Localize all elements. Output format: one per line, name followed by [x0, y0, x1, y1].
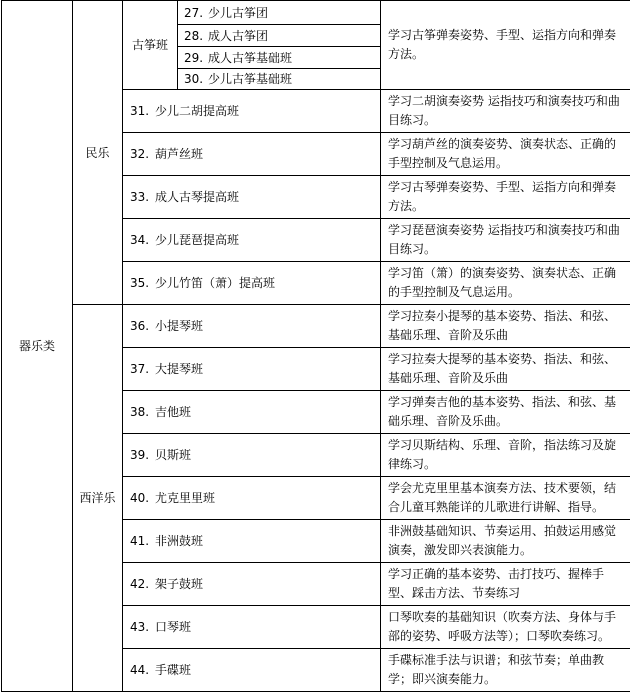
course-name-cell — [123, 90, 381, 133]
class-cell — [178, 25, 381, 47]
course-table — [1, 0, 630, 692]
class-number: 29. — [184, 49, 208, 67]
course-number: 33. — [130, 188, 155, 206]
course-description: 学习拉奏大提琴的基本姿势、指法、和弦、基础乐理、音阶及乐曲 — [381, 348, 630, 391]
table-row — [2, 1, 630, 25]
course-name-cell — [123, 563, 381, 606]
course-description: 学会尤克里里基本演奏方法、技术要领，结合儿童耳熟能详的儿歌进行讲解、指导。 — [381, 477, 630, 520]
course-name: 成人古琴提高班 — [155, 190, 239, 204]
group-cell-xiyangyue: 西洋乐 — [73, 305, 123, 692]
course-number: 35. — [130, 274, 155, 292]
course-number: 43. — [130, 618, 155, 636]
course-name: 葫芦丝班 — [155, 147, 203, 161]
course-number: 41. — [130, 532, 155, 550]
class-number: 28. — [184, 27, 208, 45]
course-name-cell — [123, 391, 381, 434]
course-name: 大提琴班 — [155, 362, 203, 376]
course-number: 31. — [130, 102, 155, 120]
course-number: 42. — [130, 575, 155, 593]
table-row — [2, 305, 630, 348]
course-name: 尤克里里班 — [155, 491, 215, 505]
course-name: 贝斯班 — [155, 448, 191, 462]
course-description: 学习古筝弹奏姿势、手型、运指方向和弹奏方法。 — [381, 1, 630, 90]
course-number: 38. — [130, 403, 155, 421]
course-description: 非洲鼓基础知识、节奏运用、拍鼓运用感觉演奏，激发即兴表演能力。 — [381, 520, 630, 563]
course-name: 少儿琵琶提高班 — [155, 233, 239, 247]
class-cell — [178, 47, 381, 69]
course-number: 39. — [130, 446, 155, 464]
course-name: 架子鼓班 — [155, 577, 203, 591]
course-description: 口琴吹奏的基础知识（吹奏方法、身体与手部的姿势、呼吸方法等）；口琴吹奏练习。 — [381, 606, 630, 649]
group-cell-minyue: 民乐 — [73, 1, 123, 305]
course-description: 学习二胡演奏姿势 运指技巧和演奏技巧和曲目练习。 — [381, 90, 630, 133]
course-number: 34. — [130, 231, 155, 249]
course-name-cell — [123, 305, 381, 348]
class-number: 30. — [184, 70, 208, 88]
course-name-cell — [123, 520, 381, 563]
course-name: 少儿竹笛（萧）提高班 — [155, 276, 275, 290]
course-name-cell — [123, 262, 381, 305]
class-name: 少儿古筝基础班 — [208, 72, 292, 86]
course-number: 36. — [130, 317, 155, 335]
class-cell — [178, 69, 381, 90]
course-name-cell — [123, 219, 381, 262]
course-description: 学习古琴弹奏姿势、手型、运指方向和弹奏方法。 — [381, 176, 630, 219]
course-description: 学习正确的基本姿势、击打技巧、握棒手型、踩击方法、节奏练习 — [381, 563, 630, 606]
course-description: 学习葫芦丝的演奏姿势、演奏状态、正确的手型控制及气息运用。 — [381, 133, 630, 176]
course-number: 32. — [130, 145, 155, 163]
class-name: 少儿古筝团 — [208, 6, 268, 20]
course-description: 学习贝斯结构、乐理、音阶，指法练习及旋律练习。 — [381, 434, 630, 477]
course-name-cell — [123, 606, 381, 649]
course-description: 学习拉奏小提琴的基本姿势、指法、和弦、基础乐理、音阶及乐曲 — [381, 305, 630, 348]
course-name-cell — [123, 477, 381, 520]
class-name: 成人古筝基础班 — [208, 51, 292, 65]
course-name: 非洲鼓班 — [155, 534, 203, 548]
course-name: 吉他班 — [155, 405, 191, 419]
class-cell — [178, 1, 381, 25]
subgroup-cell-guzheng: 古筝班 — [123, 1, 178, 90]
course-name-cell — [123, 348, 381, 391]
course-description: 手碟标准手法与识谱；和弦节奏；单曲教学；即兴演奏能力。 — [381, 649, 630, 692]
course-number: 37. — [130, 360, 155, 378]
class-name: 成人古筝团 — [208, 29, 268, 43]
course-name: 手碟班 — [155, 663, 191, 677]
course-description: 学习笛（箫）的演奏姿势、演奏状态、正确的手型控制及气息运用。 — [381, 262, 630, 305]
course-name-cell — [123, 133, 381, 176]
course-name-cell — [123, 434, 381, 477]
course-name: 小提琴班 — [155, 319, 203, 333]
course-description: 学习弹奏吉他的基本姿势、指法、和弦、基础乐理、音阶及乐曲。 — [381, 391, 630, 434]
course-name: 口琴班 — [155, 620, 191, 634]
category-cell: 器乐类 — [2, 1, 73, 692]
course-description: 学习琵琶演奏姿势 运指技巧和演奏技巧和曲目练习。 — [381, 219, 630, 262]
course-name-cell — [123, 649, 381, 692]
class-number: 27. — [184, 4, 208, 22]
course-number: 40. — [130, 489, 155, 507]
course-name: 少儿二胡提高班 — [155, 104, 239, 118]
course-name-cell — [123, 176, 381, 219]
course-number: 44. — [130, 661, 155, 679]
